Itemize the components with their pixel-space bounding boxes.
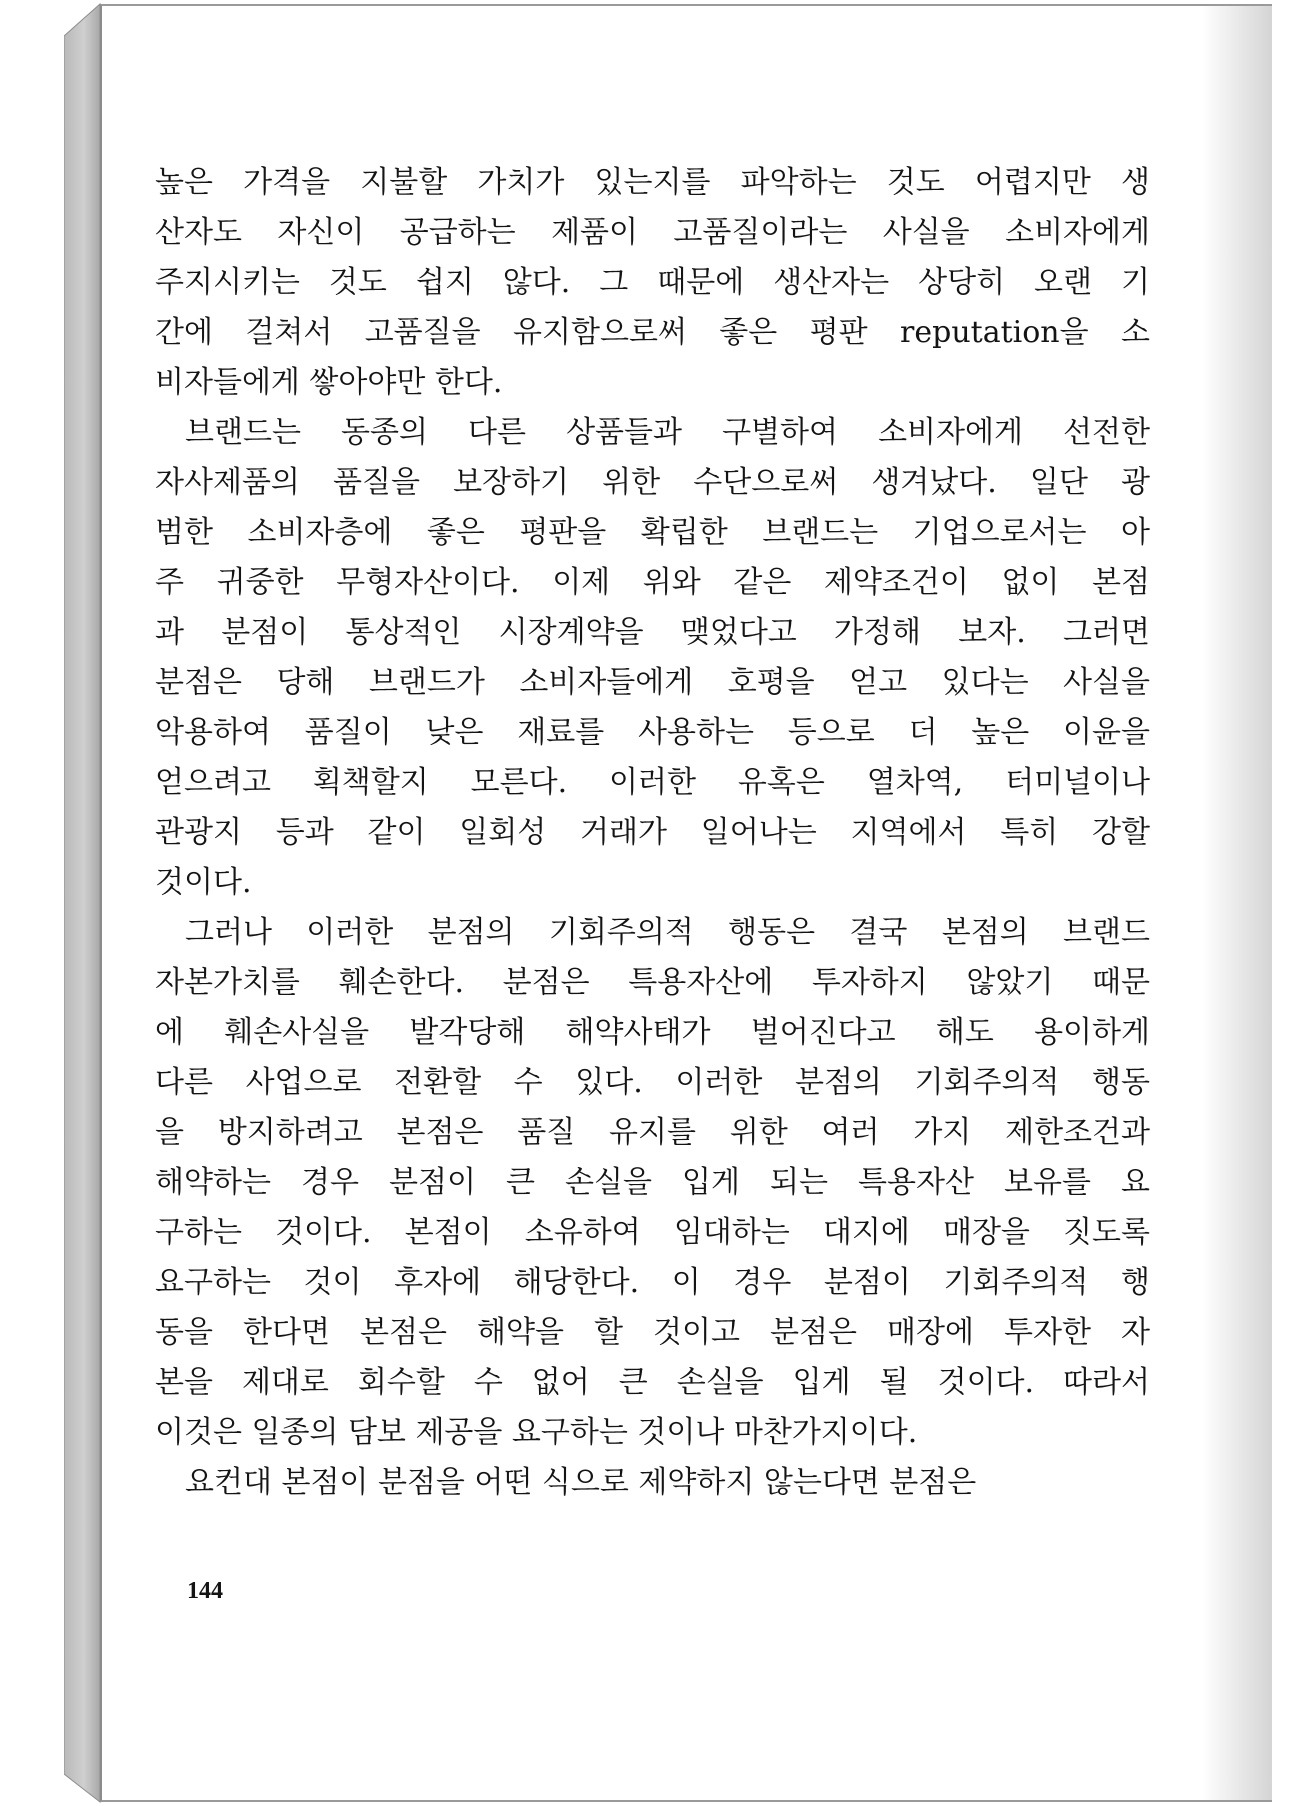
text-line: 이것은 일종의 담보 제공을 요구하는 것이나 마찬가지이다. — [155, 1415, 918, 1450]
text-line: 그러나 이러한 분점의 기회주의적 행동은 결국 본점의 브랜드 — [185, 915, 1150, 950]
text-line: 산자도 자신이 공급하는 제품이 고품질이라는 사실을 소비자에게 — [155, 215, 1150, 250]
text-line: 것이다. — [155, 865, 252, 900]
text-line: 자본가치를 훼손한다. 분점은 특용자산에 투자하지 않았기 때문 — [155, 965, 1150, 1000]
text-line: 브랜드는 동종의 다른 상품들과 구별하여 소비자에게 선전한 — [185, 415, 1150, 450]
text-line: 자사제품의 품질을 보장하기 위한 수단으로써 생겨났다. 일단 광 — [155, 465, 1150, 500]
book-spine — [64, 0, 102, 1806]
text-line: 해약하는 경우 분점이 큰 손실을 입게 되는 특용자산 보유를 요 — [155, 1165, 1150, 1200]
text-line: 관광지 등과 같이 일회성 거래가 일어나는 지역에서 특히 강할 — [155, 815, 1150, 850]
body-text — [155, 158, 1150, 1508]
paragraph — [155, 408, 1150, 908]
text-line: 요구하는 것이 후자에 해당한다. 이 경우 분점이 기회주의적 행 — [155, 1265, 1150, 1300]
page-edge-shadow — [1202, 6, 1272, 1800]
text-line: 구하는 것이다. 본점이 소유하여 임대하는 대지에 매장을 짓도록 — [155, 1215, 1150, 1250]
text-line: 악용하여 품질이 낮은 재료를 사용하는 등으로 더 높은 이윤을 — [155, 715, 1150, 750]
text-line: 범한 소비자층에 좋은 평판을 확립한 브랜드는 기업으로서는 아 — [155, 515, 1150, 550]
text-line: 높은 가격을 지불할 가치가 있는지를 파악하는 것도 어렵지만 생 — [155, 165, 1150, 200]
text-line: 동을 한다면 본점은 해약을 할 것이고 분점은 매장에 투자한 자 — [155, 1315, 1150, 1350]
text-line: 본을 제대로 회수할 수 없어 큰 손실을 입게 될 것이다. 따라서 — [155, 1365, 1150, 1400]
text-line: 분점은 당해 브랜드가 소비자들에게 호평을 얻고 있다는 사실을 — [155, 665, 1150, 700]
paragraph — [155, 908, 1150, 1458]
page-number: 144 — [187, 1578, 223, 1604]
text-line: 과 분점이 통상적인 시장계약을 맺었다고 가정해 보자. 그러면 — [155, 615, 1150, 650]
paragraph — [155, 158, 1150, 408]
text-line: 비자들에게 쌓아야만 한다. — [155, 365, 503, 400]
text-line: 얻으려고 획책할지 모른다. 이러한 유혹은 열차역, 터미널이나 — [155, 765, 1150, 800]
text-line: 에 훼손사실을 발각당해 해약사태가 벌어진다고 해도 용이하게 — [155, 1015, 1150, 1050]
text-line: 다른 사업으로 전환할 수 있다. 이러한 분점의 기회주의적 행동 — [155, 1065, 1150, 1100]
paragraph — [155, 1458, 1150, 1508]
text-line: 주지시키는 것도 쉽지 않다. 그 때문에 생산자는 상당히 오랜 기 — [155, 265, 1150, 300]
text-line: 간에 걸쳐서 고품질을 유지함으로써 좋은 평판 reputation을 소 — [155, 315, 1150, 350]
text-line: 을 방지하려고 본점은 품질 유지를 위한 여러 가지 제한조건과 — [155, 1115, 1150, 1150]
text-line: 요컨대 본점이 분점을 어떤 식으로 제약하지 않는다면 분점은 — [185, 1465, 977, 1500]
text-line: 주 귀중한 무형자산이다. 이제 위와 같은 제약조건이 없이 본점 — [155, 565, 1150, 600]
